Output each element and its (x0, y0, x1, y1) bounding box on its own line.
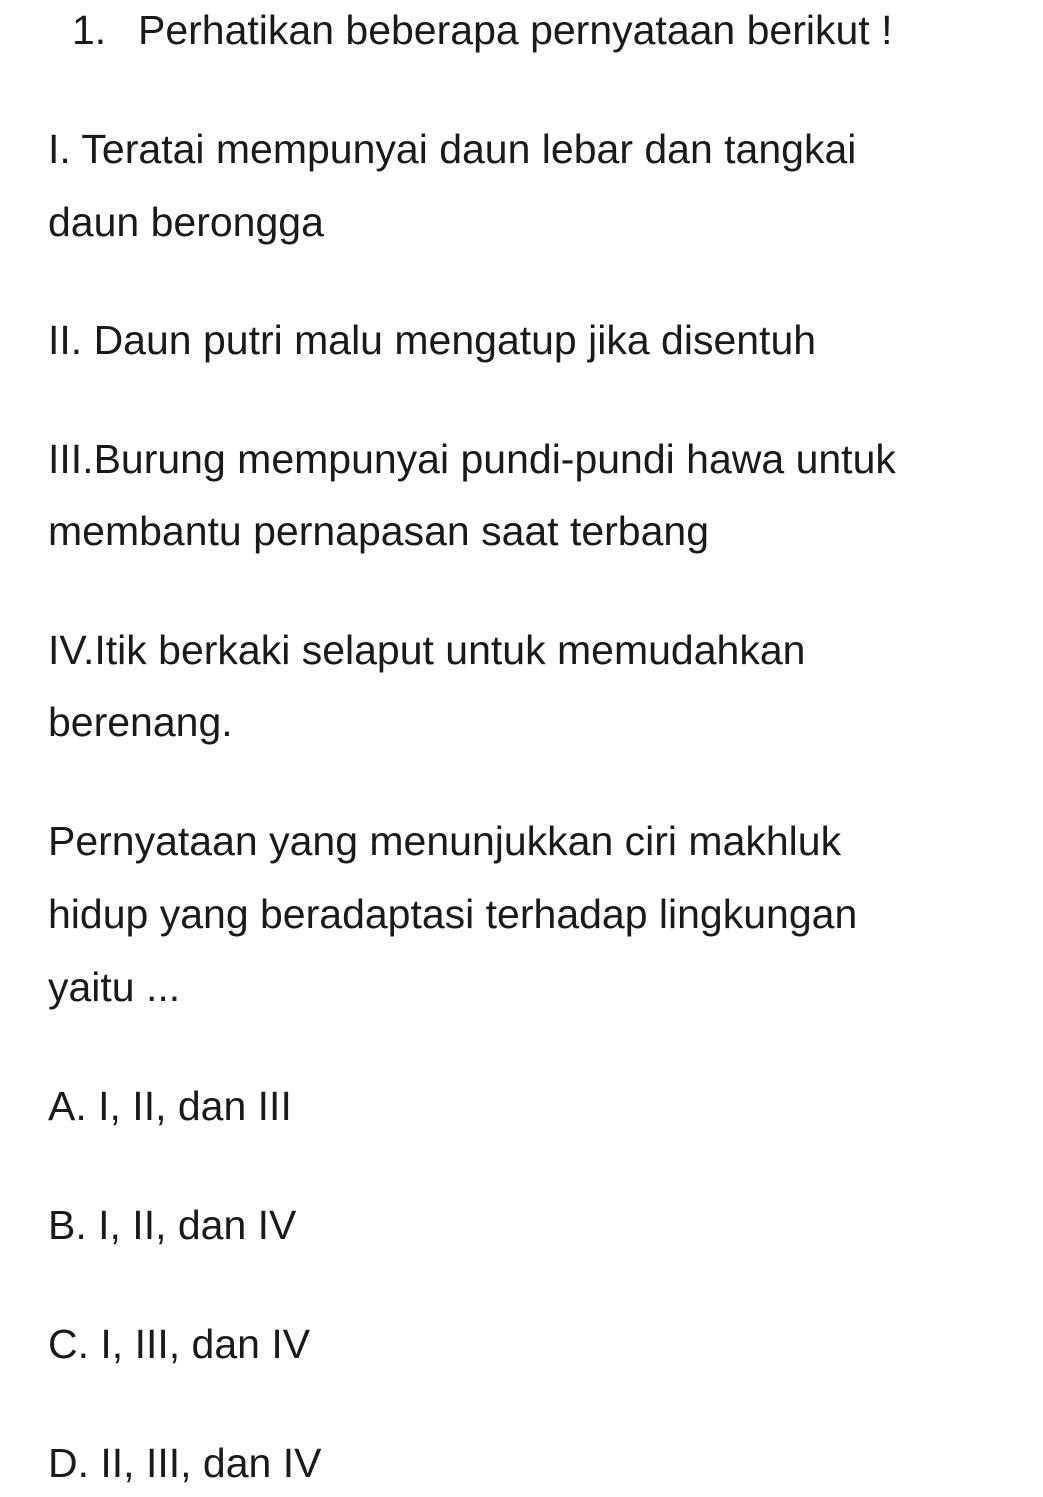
option-a[interactable]: A. I, II, dan III (48, 1083, 292, 1129)
prompt-line-1: Pernyataan yang menunjukkan ciri makhluk (48, 818, 842, 864)
question-instruction: Perhatikan beberapa pernyataan berikut ! (138, 7, 893, 53)
statement-4-line-2: berenang. (48, 699, 233, 745)
prompt-line-3: yaitu ... (48, 964, 181, 1010)
statement-2-line-1: II. Daun putri malu mengatup jika disentuh (48, 317, 817, 363)
option-b[interactable]: B. I, II, dan IV (48, 1202, 297, 1248)
statement-1-line-1: I. Teratai mempunyai daun lebar dan tangkai (48, 126, 857, 172)
statement-4-line-1: IV.Itik berkaki selaput untuk memudahkan (48, 627, 806, 673)
prompt-line-2: hidup yang beradaptasi terhadap lingkungan (48, 891, 858, 937)
statement-3-line-2: membantu pernapasan saat terbang (48, 508, 710, 554)
question-number: 1. (72, 7, 107, 53)
option-d[interactable]: D. II, III, dan IV (48, 1440, 322, 1486)
statement-1-line-2: daun berongga (48, 199, 324, 245)
option-c[interactable]: C. I, III, dan IV (48, 1321, 311, 1367)
statement-3-line-1: III.Burung mempunyai pundi-pundi hawa untuk (48, 436, 896, 482)
